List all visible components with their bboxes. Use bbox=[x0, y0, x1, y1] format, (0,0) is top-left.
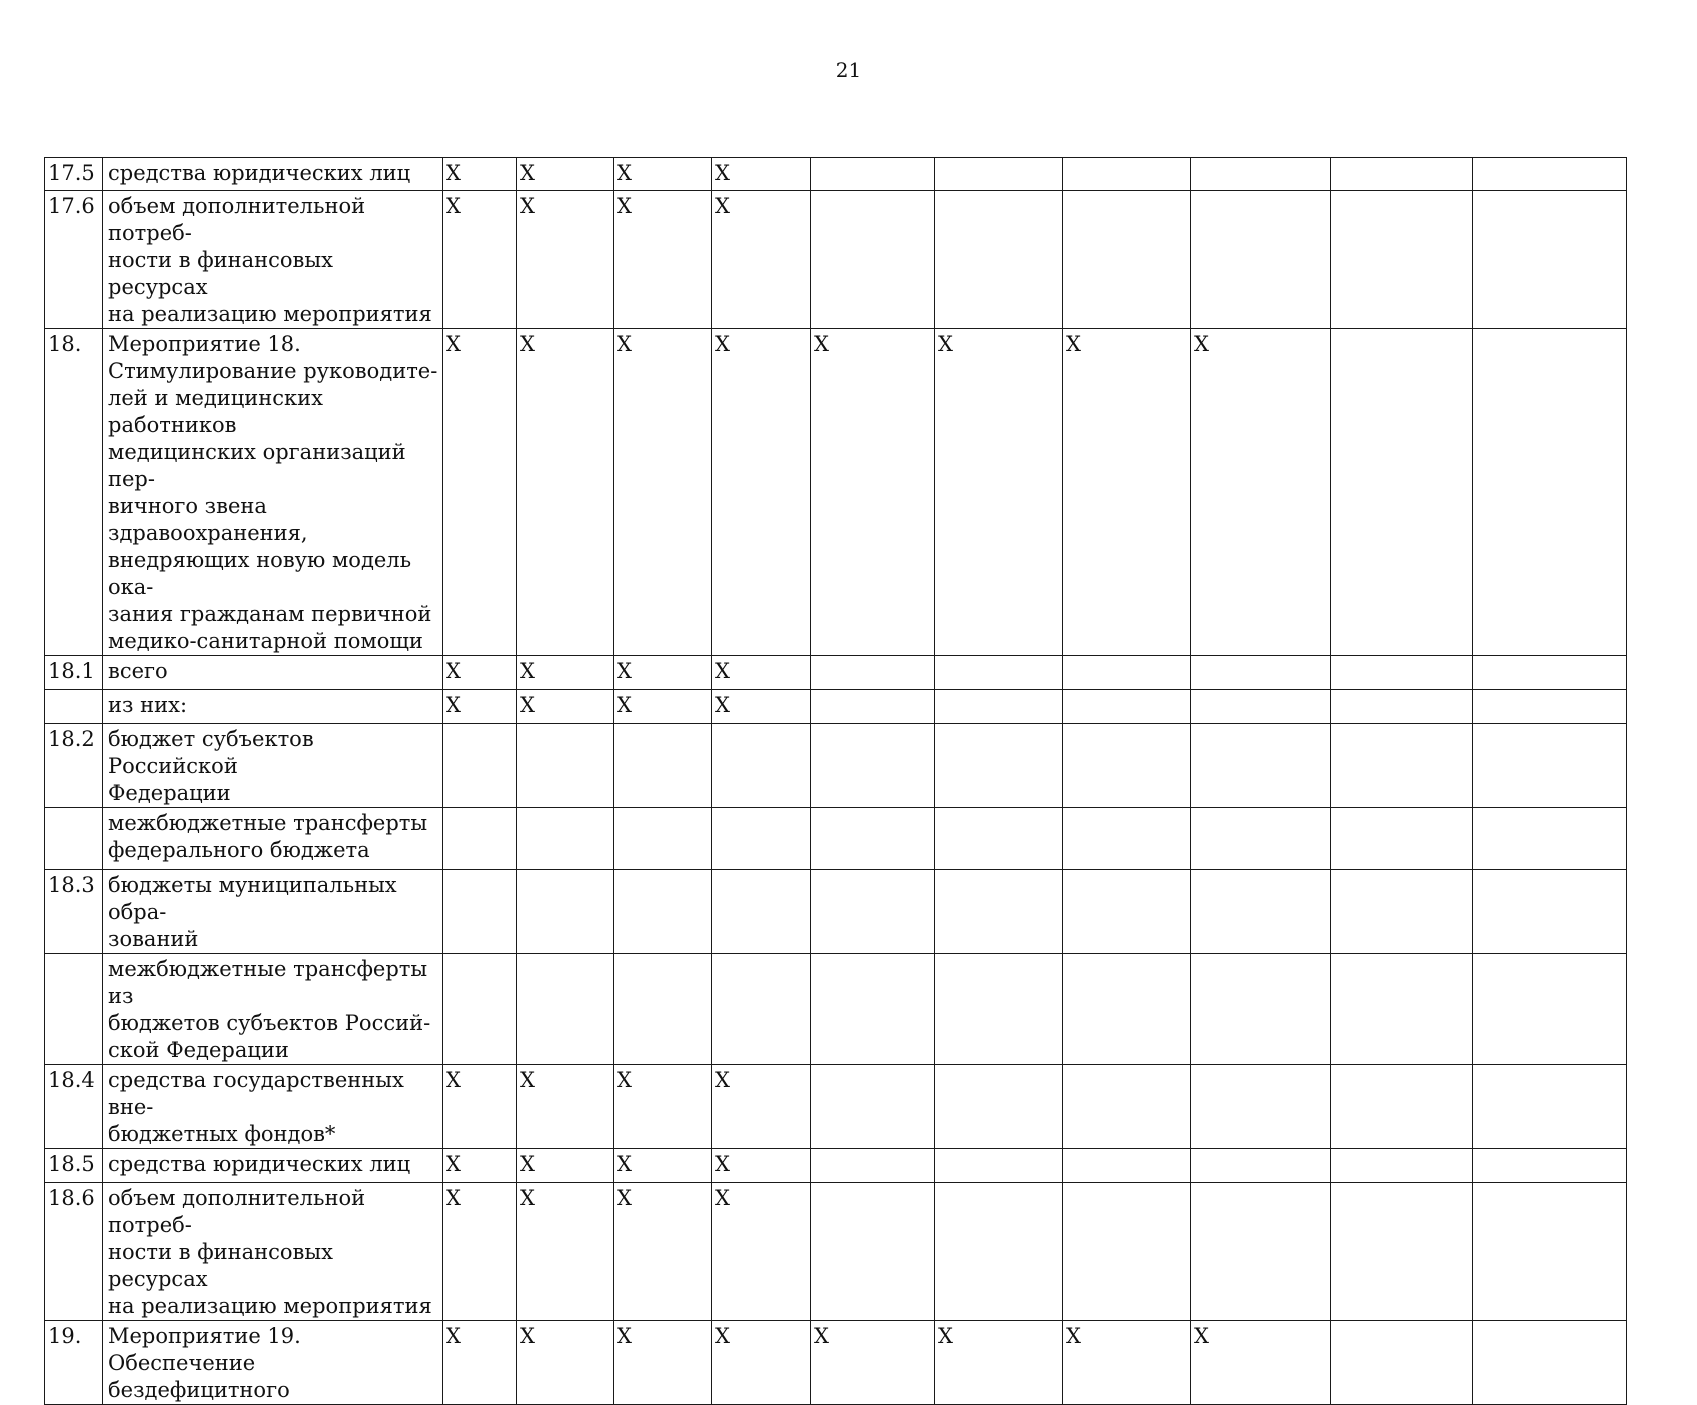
value-cell bbox=[517, 808, 614, 870]
value-cell bbox=[1063, 158, 1191, 191]
value-cell bbox=[1063, 690, 1191, 724]
value-cell: X bbox=[1191, 1321, 1331, 1405]
value-cell bbox=[614, 808, 712, 870]
value-cell: X bbox=[811, 329, 935, 656]
table-row bbox=[45, 329, 1627, 656]
row-name-cell: межбюджетные трансферты из бюджетов субъектов Россий- ской Федерации bbox=[103, 954, 443, 1065]
value-cell bbox=[1473, 1149, 1627, 1183]
value-cell: X bbox=[712, 656, 811, 690]
value-cell: X bbox=[614, 158, 712, 191]
value-cell bbox=[1063, 1149, 1191, 1183]
table-row bbox=[45, 690, 1627, 724]
value-cell bbox=[935, 1149, 1063, 1183]
value-cell: X bbox=[712, 1149, 811, 1183]
table-row bbox=[45, 656, 1627, 690]
row-number-cell bbox=[45, 690, 103, 724]
value-cell bbox=[811, 690, 935, 724]
row-number-cell: 18.2 bbox=[45, 724, 103, 808]
value-cell: X bbox=[614, 191, 712, 329]
value-cell bbox=[1331, 1321, 1473, 1405]
row-name-cell: Мероприятие 18. Стимулирование руководите- лей и медицинских работников медицинских организаций пер- вичного звена здравоохранения, внедряющих новую модель ока- зания гражданам первичной медико-санитарной помощи bbox=[103, 329, 443, 656]
value-cell: X bbox=[443, 1183, 517, 1321]
value-cell bbox=[1063, 1183, 1191, 1321]
value-cell: X bbox=[517, 191, 614, 329]
value-cell bbox=[811, 1065, 935, 1149]
value-cell bbox=[935, 724, 1063, 808]
value-cell bbox=[1331, 1149, 1473, 1183]
value-cell: X bbox=[614, 690, 712, 724]
value-cell bbox=[811, 808, 935, 870]
value-cell: X bbox=[712, 329, 811, 656]
financing-table bbox=[44, 157, 1627, 1405]
value-cell bbox=[1063, 1065, 1191, 1149]
value-cell: X bbox=[1191, 329, 1331, 656]
value-cell bbox=[443, 808, 517, 870]
value-cell bbox=[1473, 191, 1627, 329]
table-row bbox=[45, 1065, 1627, 1149]
row-name-cell: средства государственных вне- бюджетных фондов* bbox=[103, 1065, 443, 1149]
value-cell bbox=[614, 954, 712, 1065]
value-cell bbox=[935, 1183, 1063, 1321]
value-cell: X bbox=[712, 1183, 811, 1321]
value-cell bbox=[1473, 808, 1627, 870]
value-cell bbox=[1473, 1321, 1627, 1405]
value-cell: X bbox=[517, 329, 614, 656]
value-cell: X bbox=[712, 191, 811, 329]
value-cell: X bbox=[614, 329, 712, 656]
value-cell: X bbox=[517, 1065, 614, 1149]
value-cell bbox=[614, 870, 712, 954]
value-cell bbox=[1331, 329, 1473, 656]
value-cell bbox=[1473, 870, 1627, 954]
value-cell bbox=[1331, 954, 1473, 1065]
value-cell bbox=[1063, 808, 1191, 870]
row-number-cell: 17.5 bbox=[45, 158, 103, 191]
value-cell: X bbox=[443, 158, 517, 191]
row-name-cell: всего bbox=[103, 656, 443, 690]
row-name-cell: средства юридических лиц bbox=[103, 158, 443, 191]
row-name-cell: межбюджетные трансферты федерального бюджета bbox=[103, 808, 443, 870]
value-cell: X bbox=[614, 1065, 712, 1149]
value-cell: X bbox=[517, 1321, 614, 1405]
row-name-cell: объем дополнительной потреб- ности в финансовых ресурсах на реализацию мероприятия bbox=[103, 1183, 443, 1321]
table-row bbox=[45, 724, 1627, 808]
value-cell: X bbox=[443, 1065, 517, 1149]
value-cell bbox=[1331, 1065, 1473, 1149]
value-cell: X bbox=[614, 1321, 712, 1405]
value-cell bbox=[811, 724, 935, 808]
value-cell: X bbox=[443, 690, 517, 724]
value-cell bbox=[1331, 158, 1473, 191]
value-cell bbox=[1331, 870, 1473, 954]
value-cell bbox=[1473, 724, 1627, 808]
value-cell bbox=[811, 191, 935, 329]
row-number-cell: 17.6 bbox=[45, 191, 103, 329]
value-cell bbox=[935, 870, 1063, 954]
row-number-cell: 18.5 bbox=[45, 1149, 103, 1183]
value-cell bbox=[935, 1065, 1063, 1149]
value-cell bbox=[1331, 656, 1473, 690]
value-cell bbox=[1063, 870, 1191, 954]
value-cell bbox=[1063, 954, 1191, 1065]
row-number-cell bbox=[45, 954, 103, 1065]
value-cell bbox=[811, 656, 935, 690]
row-number-cell bbox=[45, 808, 103, 870]
table-row bbox=[45, 954, 1627, 1065]
value-cell bbox=[1473, 329, 1627, 656]
table-row bbox=[45, 191, 1627, 329]
value-cell bbox=[1331, 191, 1473, 329]
table-row bbox=[45, 1183, 1627, 1321]
value-cell bbox=[811, 954, 935, 1065]
value-cell bbox=[935, 656, 1063, 690]
value-cell bbox=[1063, 656, 1191, 690]
row-name-cell: объем дополнительной потреб- ности в финансовых ресурсах на реализацию мероприятия bbox=[103, 191, 443, 329]
value-cell: X bbox=[811, 1321, 935, 1405]
value-cell: X bbox=[443, 1321, 517, 1405]
table-row bbox=[45, 158, 1627, 191]
value-cell bbox=[1191, 191, 1331, 329]
value-cell bbox=[614, 724, 712, 808]
value-cell bbox=[1063, 724, 1191, 808]
row-name-cell: из них: bbox=[103, 690, 443, 724]
value-cell bbox=[1063, 191, 1191, 329]
value-cell bbox=[712, 870, 811, 954]
value-cell bbox=[1191, 870, 1331, 954]
value-cell bbox=[517, 870, 614, 954]
value-cell bbox=[935, 191, 1063, 329]
value-cell bbox=[443, 870, 517, 954]
table-row bbox=[45, 1149, 1627, 1183]
value-cell: X bbox=[614, 1183, 712, 1321]
row-number-cell: 18. bbox=[45, 329, 103, 656]
value-cell bbox=[712, 808, 811, 870]
value-cell bbox=[811, 1149, 935, 1183]
page-number: 21 bbox=[835, 58, 862, 82]
table-row bbox=[45, 808, 1627, 870]
value-cell bbox=[1473, 690, 1627, 724]
value-cell bbox=[443, 954, 517, 1065]
row-name-cell: бюджеты муниципальных обра- зований bbox=[103, 870, 443, 954]
value-cell: X bbox=[712, 1321, 811, 1405]
value-cell bbox=[1473, 954, 1627, 1065]
value-cell bbox=[712, 724, 811, 808]
value-cell bbox=[1331, 1183, 1473, 1321]
value-cell: X bbox=[1063, 329, 1191, 656]
value-cell bbox=[1191, 1149, 1331, 1183]
value-cell bbox=[935, 690, 1063, 724]
value-cell: X bbox=[443, 329, 517, 656]
row-number-cell: 18.6 bbox=[45, 1183, 103, 1321]
value-cell bbox=[935, 954, 1063, 1065]
value-cell: X bbox=[935, 329, 1063, 656]
value-cell bbox=[443, 724, 517, 808]
value-cell bbox=[935, 158, 1063, 191]
value-cell bbox=[1473, 656, 1627, 690]
value-cell bbox=[811, 1183, 935, 1321]
value-cell bbox=[712, 954, 811, 1065]
value-cell: X bbox=[935, 1321, 1063, 1405]
row-number-cell: 18.1 bbox=[45, 656, 103, 690]
row-number-cell: 18.3 bbox=[45, 870, 103, 954]
row-name-cell: средства юридических лиц bbox=[103, 1149, 443, 1183]
value-cell: X bbox=[443, 656, 517, 690]
value-cell bbox=[1473, 158, 1627, 191]
value-cell: X bbox=[517, 656, 614, 690]
value-cell bbox=[517, 724, 614, 808]
value-cell bbox=[1191, 954, 1331, 1065]
value-cell: X bbox=[517, 158, 614, 191]
value-cell bbox=[1191, 1065, 1331, 1149]
value-cell: X bbox=[443, 191, 517, 329]
value-cell bbox=[1473, 1065, 1627, 1149]
value-cell: X bbox=[443, 1149, 517, 1183]
value-cell: X bbox=[614, 656, 712, 690]
table-row bbox=[45, 870, 1627, 954]
value-cell: X bbox=[1063, 1321, 1191, 1405]
value-cell bbox=[1331, 690, 1473, 724]
row-name-cell: Мероприятие 19. Обеспечение бездефицитного bbox=[103, 1321, 443, 1405]
value-cell: X bbox=[517, 1149, 614, 1183]
value-cell bbox=[811, 158, 935, 191]
row-number-cell: 18.4 bbox=[45, 1065, 103, 1149]
value-cell bbox=[1331, 808, 1473, 870]
value-cell: X bbox=[517, 690, 614, 724]
value-cell: X bbox=[614, 1149, 712, 1183]
value-cell bbox=[1191, 724, 1331, 808]
value-cell bbox=[1191, 158, 1331, 191]
value-cell bbox=[517, 954, 614, 1065]
value-cell: X bbox=[712, 690, 811, 724]
value-cell bbox=[1191, 690, 1331, 724]
value-cell: X bbox=[712, 158, 811, 191]
table-row bbox=[45, 1321, 1627, 1405]
value-cell bbox=[1191, 656, 1331, 690]
row-number-cell: 19. bbox=[45, 1321, 103, 1405]
row-name-cell: бюджет субъектов Российской Федерации bbox=[103, 724, 443, 808]
value-cell bbox=[1191, 808, 1331, 870]
value-cell: X bbox=[517, 1183, 614, 1321]
value-cell bbox=[935, 808, 1063, 870]
value-cell bbox=[1473, 1183, 1627, 1321]
value-cell bbox=[1191, 1183, 1331, 1321]
value-cell bbox=[1331, 724, 1473, 808]
value-cell: X bbox=[712, 1065, 811, 1149]
value-cell bbox=[811, 870, 935, 954]
